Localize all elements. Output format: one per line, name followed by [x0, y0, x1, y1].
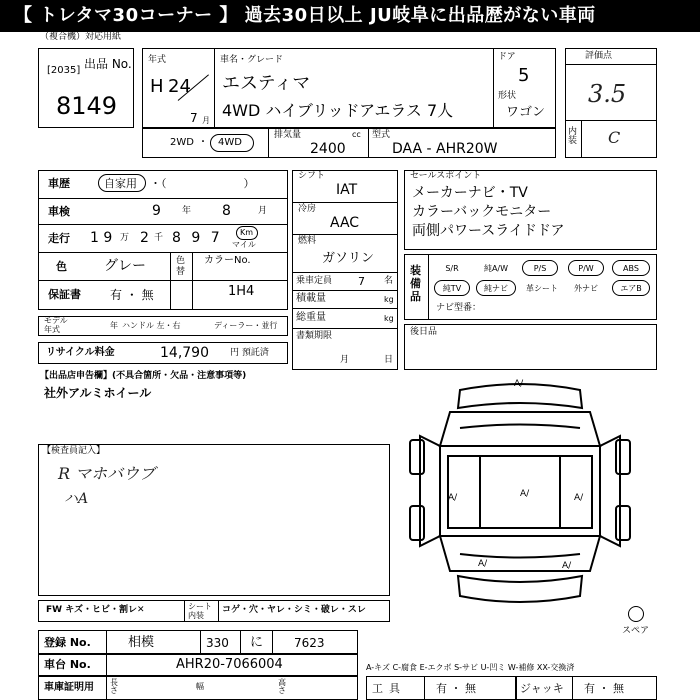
- seller-notes-value: 社外アルミホイール: [44, 386, 152, 400]
- fuel-value: ガソリン: [322, 251, 375, 266]
- cert-length: 長さ: [110, 678, 118, 695]
- lot-number: 8149: [56, 92, 118, 120]
- jack-value: 有 ・ 無: [584, 682, 624, 695]
- banner-text: 【 トレタマ30コーナー 】 過去30日以上 JU岐阜に出品歴がない車両: [14, 5, 596, 26]
- type-value: DAA - AHR20W: [392, 141, 498, 157]
- car-diagram: [400, 376, 640, 626]
- recycle-unit: 円 預託済: [230, 348, 269, 358]
- chassis-label: 車台 No.: [44, 658, 91, 671]
- capacity-label: 乗車定員: [296, 276, 333, 286]
- warranty-value: 有 ・ 無: [110, 288, 154, 302]
- mileage-unit-km: Km: [240, 228, 254, 237]
- equip-aw: 純A/W: [483, 264, 509, 273]
- year-label: 年式: [148, 55, 167, 65]
- history-rest: ・（ ）: [150, 177, 255, 190]
- gross-label: 総重量: [296, 312, 326, 323]
- lot-prefix: [2035]: [47, 65, 81, 76]
- cert-width: 幅: [196, 682, 204, 691]
- color-change-label: 色替: [176, 256, 186, 277]
- cert-height: 高さ: [278, 678, 286, 695]
- displacement-value: 2400: [310, 141, 346, 157]
- drive-2wd: 2WD: [170, 137, 194, 148]
- model-label: 車名・グレード: [220, 55, 284, 65]
- deadline-label: 書類期限: [296, 331, 333, 341]
- inspection-year-unit: 年: [182, 206, 192, 216]
- displacement-label: 排気量: [274, 130, 302, 140]
- shape-value: ワゴン: [506, 105, 546, 120]
- multi-note: （複合機）対応用紙: [40, 32, 122, 42]
- diagram-mark-1: A/: [514, 379, 524, 389]
- shift-value: IAT: [336, 182, 358, 198]
- inspector-line-2: ハA: [64, 491, 89, 507]
- spare-label: スペア: [622, 626, 650, 636]
- mileage-man-unit: 万: [120, 233, 130, 243]
- color-code: 1H4: [228, 284, 255, 299]
- diagram-mark-6: A/: [562, 561, 572, 571]
- warranty-label: 保証書: [48, 288, 81, 301]
- drive-4wd: 4WD: [218, 137, 242, 148]
- mileage-man: 1 9: [90, 230, 113, 246]
- equip-sr: S/R: [445, 264, 459, 273]
- seat-label: シート内装: [188, 602, 212, 620]
- chassis-value: AHR20-7066004: [176, 657, 283, 672]
- seller-notes-label: 【出品店申告欄】(不具合箇所・欠品・注意事項等): [40, 371, 247, 381]
- equip-pw: P/W: [568, 260, 604, 276]
- sales-line-2: カラーバックモニター: [412, 204, 552, 220]
- model-year-unit: 年: [110, 321, 118, 330]
- diagram-mark-5: A/: [478, 559, 488, 569]
- dealer: ディーラー・並行: [214, 321, 278, 330]
- score-value: 3.5: [588, 80, 627, 108]
- gross-unit: kg: [384, 314, 394, 323]
- year-month-unit: 月: [202, 116, 210, 125]
- handle: ハンドル 左・右: [122, 321, 181, 330]
- mileage-unit-mile: マイル: [232, 240, 256, 249]
- diagram-mark-2: A/: [448, 493, 458, 503]
- jack-label: ジャッキ: [520, 682, 564, 695]
- diagram-mark-3: A/: [520, 489, 530, 499]
- cert-label: 車庫証明用: [44, 682, 94, 693]
- registration-class: 330: [206, 636, 229, 650]
- sales-label: セールスポイント: [410, 171, 482, 181]
- registration-kana: に: [250, 635, 264, 650]
- score-label: 評価点: [585, 51, 613, 61]
- inspection-month: 8: [222, 203, 231, 219]
- fw-row: FW キズ・ヒビ・割レ✕: [46, 605, 145, 615]
- model-grade: 4WD ハイブリッドアエラス 7人: [222, 101, 454, 120]
- spare-tire-icon: [628, 606, 644, 622]
- year-value: 24: [168, 76, 191, 97]
- rear-label: 後日品: [410, 327, 438, 337]
- year-era: H: [150, 76, 164, 97]
- model-year-label-a: モデル: [44, 316, 68, 325]
- rear-box: [404, 324, 657, 370]
- capacity-value: 7: [358, 275, 365, 288]
- history-label: 車歴: [48, 177, 70, 190]
- fuel-label: 燃料: [298, 236, 317, 246]
- color-code-label: カラーNo.: [204, 255, 251, 266]
- equip-tv: 純TV: [434, 280, 470, 296]
- equip-leather: 革シート: [526, 284, 558, 293]
- lot-label: 出品 No.: [84, 57, 132, 71]
- shift-label: シフト: [298, 171, 326, 181]
- interior-label: 内装: [568, 127, 578, 146]
- damage-legend: A-キズ C-腐食 E-エクボ S-サビ U-凹ミ W-補修 XX-交換済: [366, 663, 575, 672]
- inspection-month-unit: 月: [258, 206, 268, 216]
- mileage-rest: 8 9 7: [172, 230, 223, 246]
- color-label: 色: [56, 260, 67, 273]
- equip-ext-navi: 外ナビ: [574, 284, 598, 293]
- doors-value: 5: [518, 65, 530, 86]
- equipment-label: 装備品: [410, 264, 421, 303]
- inspector-label: 【検査員記入】: [42, 446, 106, 456]
- registration-label: 登録 No.: [44, 636, 91, 649]
- inspector-line-1: R マホバウブ: [58, 464, 156, 483]
- load-unit: kg: [384, 295, 394, 304]
- mileage-sen-unit: 千: [154, 233, 164, 243]
- ac-value: AAC: [330, 215, 360, 231]
- history-value: 自家用: [104, 177, 137, 190]
- equip-airbag: エアB: [612, 280, 650, 296]
- drive-dot: ・: [198, 137, 208, 148]
- tools-value: 有 ・ 無: [436, 682, 476, 695]
- recycle-value: 14,790: [160, 345, 209, 361]
- displacement-unit: cc: [352, 130, 361, 139]
- registration-number: 7623: [294, 636, 325, 650]
- mileage-sen: 2: [140, 230, 149, 246]
- capacity-unit: 名: [384, 276, 394, 286]
- navi-model-label: ナビ型番：: [436, 303, 482, 313]
- year-month: 7: [190, 111, 198, 125]
- recycle-label: リサイクル料金: [46, 347, 115, 358]
- deadline-month: 月: [340, 355, 350, 365]
- equip-navi: 純ナビ: [476, 280, 516, 296]
- ac-label: 冷房: [298, 204, 317, 214]
- mileage-label: 走行: [48, 232, 70, 245]
- seat-row: コゲ・穴・ヤレ・シミ・破レ・スレ: [222, 605, 366, 615]
- doors-label: ドア: [498, 52, 516, 62]
- sales-line-3: 両側パワースライドドア: [412, 223, 565, 239]
- equip-abs: ABS: [612, 260, 650, 276]
- color-value: グレー: [104, 258, 146, 274]
- inspection-year: 9: [152, 203, 161, 219]
- deadline-day: 日: [384, 355, 394, 365]
- equip-ps: P/S: [522, 260, 558, 276]
- model-name: エスティマ: [222, 73, 311, 94]
- shape-label: 形状: [498, 91, 517, 101]
- diagram-mark-4: A/: [574, 493, 584, 503]
- registration-area: 相模: [128, 635, 155, 650]
- type-label: 型式: [372, 130, 391, 140]
- model-year-label-b: 年式: [44, 325, 60, 334]
- load-label: 積載量: [296, 293, 326, 304]
- sales-line-1: メーカーナビ・TV: [412, 185, 528, 201]
- inspection-label: 車検: [48, 205, 70, 218]
- interior-value: C: [608, 128, 621, 147]
- tools-label: 工具: [372, 682, 406, 695]
